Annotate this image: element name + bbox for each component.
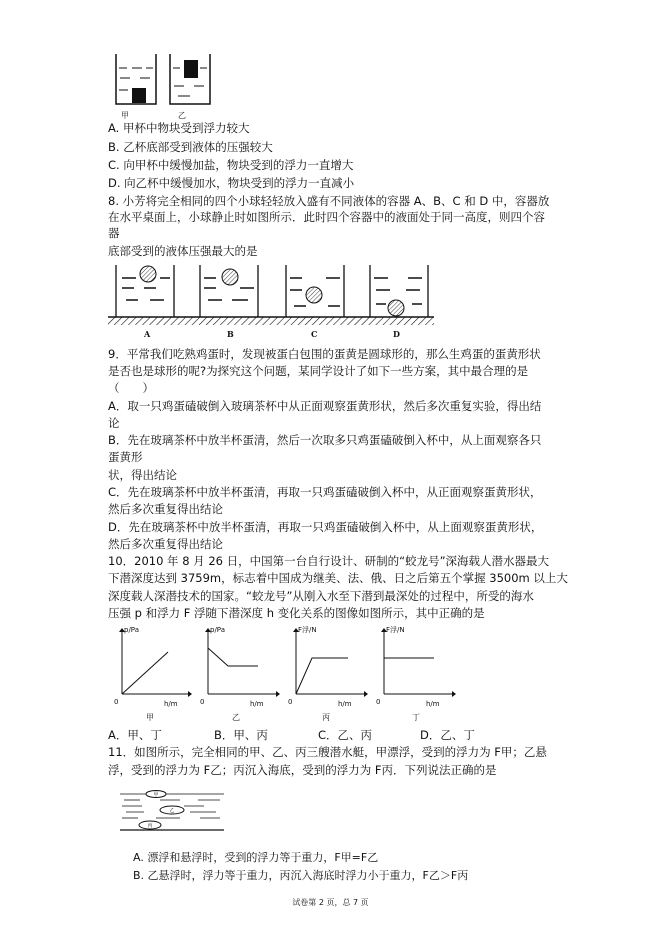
page-footer: 试卷第 2 页，总 7 页 (292, 898, 369, 907)
graph-jia (114, 626, 192, 708)
graph-jia-xlabel: h/m (164, 700, 178, 708)
q10-option-d: D．乙、丁 (420, 728, 475, 742)
q10-option-b: B．甲、丙 (214, 728, 268, 742)
graph-name-bing: 丙 (322, 713, 330, 722)
q10-line: 深度载人深潜技术的国家。“蛟龙号”从刚入水至下潜到最深处的过程中，所受的海水 (108, 589, 534, 603)
label-yi: 乙 (178, 111, 186, 120)
graph-ding (376, 625, 456, 708)
q8-line: 8. 小芳将完全相同的四个小球轻轻放入盛有不同液体的容器 A、B、C 和 D 中，容器放 (108, 194, 550, 208)
graph-yi-ylabel: p/Pa (210, 626, 225, 634)
q10-line: 10．2010 年 8 月 26 日，中国第一台自行设计、研制的“蛟龙号”深海载人潜水器最大 (108, 554, 550, 568)
graph-bing-xlabel: h/m (338, 700, 352, 708)
container-b (200, 265, 258, 317)
graph-name-jia: 甲 (146, 713, 154, 722)
graph-bing-ylabel: F浮/N (298, 626, 317, 634)
label-jia: 甲 (121, 111, 129, 120)
q8-line: 底部受到的液体压强最大的是 (108, 244, 258, 258)
q9-line: 9．平常我们吃熟鸡蛋时，发现被蛋白包围的蛋黄是圆球形的，那么生鸡蛋的蛋黄形状 (108, 347, 541, 361)
beaker-yi (170, 54, 210, 104)
graph-yi-xlabel: h/m (250, 700, 264, 708)
container-c (286, 265, 344, 317)
boat-label-yi: 乙 (169, 808, 175, 814)
q10-option-c: C．乙、丙 (318, 728, 373, 742)
q9-line: 是否也是球形的呢?为探究这个问题，某同学设计了如下一些方案，其中最合理的是 (108, 364, 529, 378)
q11-line: 浮，受到的浮力为 F乙；丙沉入海底，受到的浮力为 F丙．下列说法正确的是 (108, 763, 497, 777)
graph-bing-origin: 0 (288, 698, 293, 706)
q8-line: 在水平桌面上，小球静止时如图所示．此时四个容器中的液面处于同一高度，则四个容 (108, 210, 545, 224)
container-a (116, 265, 174, 317)
q9-line: 蛋黄形 (108, 450, 143, 464)
container-label-a: A (144, 329, 151, 339)
containers-figure (108, 260, 438, 342)
graph-jia-origin: 0 (114, 698, 119, 706)
beakers-figure (110, 52, 220, 114)
q7-option-c: C. 向甲杯中缓慢加盐，物块受到的浮力一直增大 (108, 158, 354, 172)
graph-ding-origin: 0 (376, 698, 381, 706)
q10-line: 下潜深度达到 3759m，标志着中国成为继美、法、俄、日之后第五个掌握 3500m 以上大 (108, 571, 568, 585)
q10-option-a: A．甲、丁 (108, 728, 162, 742)
q9-line: B．先在玻璃茶杯中放半杯蛋清，然后一次取多只鸡蛋磕破倒入杯中，从上面观察各只 (108, 433, 542, 447)
q11-option-a: A. 漂浮和悬浮时，受到的浮力等于重力，F甲=F乙 (133, 851, 379, 864)
graph-name-ding: 丁 (412, 713, 420, 722)
boat-label-jia: 甲 (153, 792, 159, 798)
boat-label-bing: 丙 (147, 823, 153, 829)
container-label-d: D (393, 329, 400, 339)
graph-ding-ylabel: F浮/N (386, 626, 405, 634)
graph-name-yi: 乙 (232, 713, 240, 722)
graph-ding-xlabel: h/m (426, 700, 440, 708)
beaker-jia (116, 54, 156, 104)
q7-option-a: A. 甲杯中物块受到浮力较大 (108, 121, 250, 135)
q9-line: 论 (108, 416, 120, 430)
container-label-c: C (311, 329, 318, 339)
depth-graphs-figure (108, 624, 468, 710)
q9-line: 状，得出结论 (108, 468, 177, 482)
q9-line: D．先在玻璃茶杯中放半杯蛋清，再取一只鸡蛋磕破倒入杯中，从上面观察蛋黄形状， (108, 520, 543, 534)
submarines-figure (120, 788, 224, 836)
q11-option-b: B. 乙悬浮时，浮力等于重力，丙沉入海底时浮力小于重力，F乙＞F丙 (133, 869, 469, 882)
graph-jia-ylabel: p/Pa (124, 626, 139, 634)
q8-line: 器 (108, 226, 120, 240)
graph-yi (200, 626, 280, 708)
q9-line: A．取一只鸡蛋磕破倒入玻璃茶杯中从正面观察蛋黄形状，然后多次重复实验，得出结 (108, 399, 542, 413)
graph-bing (288, 625, 368, 708)
q7-option-d: D. 向乙杯中缓慢加水，物块受到的浮力一直减小 (108, 176, 355, 190)
q9-line: 然后多次重复得出结论 (108, 537, 223, 551)
q9-line: 然后多次重复得出结论 (108, 502, 223, 516)
q9-line: （ ） (108, 381, 154, 395)
q9-line: C．先在玻璃茶杯中放半杯蛋清，再取一只鸡蛋磕破倒入杯中，从正面观察蛋黄形状， (108, 485, 542, 499)
q11-line: 11．如图所示，完全相同的甲、乙、丙三艘潜水艇，甲漂浮，受到的浮力为 F甲；乙悬 (108, 745, 547, 759)
graph-yi-origin: 0 (200, 698, 205, 706)
q10-line: 压强 p 和浮力 F 浮随下潜深度 h 变化关系的图像如图所示，其中正确的是 (108, 606, 485, 620)
q7-option-b: B. 乙杯底部受到液体的压强较大 (108, 140, 273, 154)
container-d (370, 265, 428, 317)
container-label-b: B (227, 329, 234, 339)
